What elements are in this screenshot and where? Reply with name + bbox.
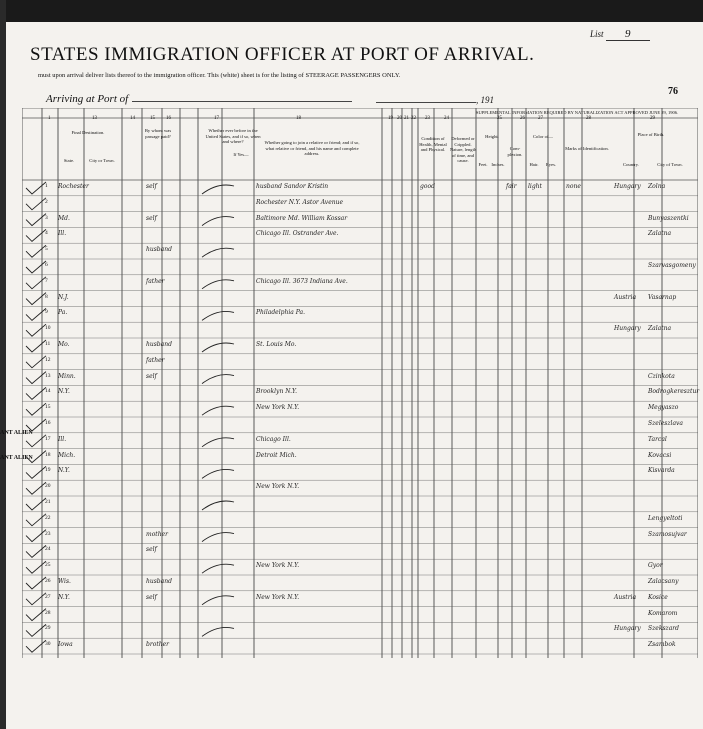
row-number: 1 (45, 183, 48, 189)
column-number: 29 (650, 116, 655, 121)
destination-state: Mich. (58, 451, 76, 459)
arrival-year (376, 95, 494, 105)
header-condition: Condition of Health, Mental and Physical. (419, 136, 447, 152)
column-number: 16 (166, 116, 171, 121)
birth-city: Bodrogkeresztur (648, 388, 700, 396)
column-number: 1 (48, 116, 51, 121)
birth-city: Zalatna (648, 325, 672, 333)
row-number: 4 (45, 230, 48, 237)
birth-city: Szamosujvar (648, 530, 687, 538)
birth-city: Vasarnap (648, 293, 677, 301)
row-number: 7 (45, 277, 48, 284)
birth-city: Czinkota (648, 372, 675, 380)
column-number: 20 (397, 116, 402, 121)
destination-state: N.J. (58, 293, 69, 301)
destination-state: Rochester (58, 183, 89, 190)
row-number: 20 (45, 483, 51, 490)
destination-state: N.Y. (58, 467, 70, 475)
column-number: 24 (444, 116, 449, 121)
passage-paid-by: mother (146, 530, 168, 538)
destination-state: Ill. (58, 230, 67, 238)
destination-state: Wis. (58, 578, 71, 585)
relative-or-friend: Brooklyn N.Y. (256, 388, 298, 396)
passage-paid-by: husband (146, 578, 172, 585)
row-number: 23 (45, 530, 51, 537)
birth-city: Szarvasgomeny (648, 262, 696, 269)
birth-city: Tarcal (648, 435, 667, 443)
birth-city: Komarom (648, 609, 678, 617)
birth-city: Szekszard (648, 625, 679, 633)
header-relative: Whether going to join a relative or friend; and if so, what relative or friend, and his name and complete address. (264, 140, 360, 156)
row-number: 28 (45, 609, 51, 616)
row-number: 5 (45, 246, 48, 253)
column-number: 21 (404, 116, 409, 121)
header-deformed: Deformed or Crippled. Nature, length of time, and cause. (449, 136, 477, 163)
row-number: 19 (45, 467, 51, 474)
header-hair: Hair. (529, 162, 539, 167)
birth-city: Kovacsi (648, 451, 672, 459)
column-number: 23 (425, 116, 430, 121)
birth-country: Austria (614, 593, 637, 601)
birth-country: Austria (614, 293, 637, 301)
row-number: 26 (45, 578, 51, 584)
side-note-2: ANT ALIEN (0, 455, 33, 461)
column-number: 22 (411, 116, 416, 121)
passage-paid-by: self (146, 546, 157, 554)
birth-city: Kisvarda (648, 467, 675, 475)
hair-color: light (528, 183, 542, 190)
identification-marks: none (566, 183, 581, 190)
birth-country: Hungary (614, 183, 641, 190)
header-feet: Feet. (478, 162, 488, 167)
relative-or-friend: Chicago Ill. (256, 435, 291, 443)
row-number: 22 (45, 514, 51, 521)
header-height: Height. (485, 134, 499, 139)
destination-state: Iowa (58, 641, 73, 649)
destination-state: N.Y. (58, 388, 70, 396)
relative-or-friend: Detroit Mich. (256, 451, 297, 459)
passage-paid-by: husband (146, 246, 172, 254)
destination-state: Mo. (58, 341, 70, 348)
row-number: 15 (45, 404, 51, 411)
column-number: 19 (388, 116, 393, 121)
row-number: 17 (45, 435, 51, 442)
passage-paid-by: brother (146, 641, 170, 649)
side-note-1: ANT ALIEN (0, 430, 33, 436)
relative-or-friend: New York N.Y. (256, 404, 300, 412)
birth-city: Kosice (648, 593, 668, 601)
scan-top-edge (0, 0, 703, 22)
relative-or-friend: Rochester N.Y. Astor Avenue (256, 198, 344, 206)
row-number: 11 (45, 341, 51, 347)
header-color-of: Color of— (532, 134, 554, 139)
row-number: 27 (45, 593, 51, 600)
relative-or-friend: New York N.Y. (256, 562, 300, 570)
birth-country: Hungary (614, 625, 641, 633)
birth-city: Megyaszo (648, 404, 679, 412)
column-number: 25 (497, 116, 502, 121)
destination-state: Minn. (58, 372, 76, 380)
row-number: 10 (45, 325, 51, 332)
passage-paid-by: self (146, 214, 157, 222)
arriving-port (46, 93, 352, 105)
row-number: 14 (45, 388, 51, 395)
relative-or-friend: St. Louis Mo. (256, 341, 297, 348)
row-number: 29 (45, 625, 51, 632)
row-number: 12 (45, 356, 51, 363)
scan-left-edge (0, 0, 6, 729)
page-subtitle: must upon arrival deliver lists thereof to the immigration officer. This (white) sheet is for the listing of STEERAGE PASSENGERS ONLY. (38, 72, 401, 79)
row-number: 24 (45, 546, 51, 553)
birth-city: Szeleszlava (648, 420, 683, 427)
row-number: 6 (45, 262, 48, 268)
header-state: State. (63, 158, 75, 163)
relative-or-friend: New York N.Y. (256, 483, 300, 491)
row-number: 3 (45, 214, 48, 221)
relative-or-friend: New York N.Y. (256, 593, 300, 601)
header-eyes: Eyes. (545, 162, 557, 167)
passage-paid-by: father (146, 277, 165, 285)
passage-paid-by: husband (146, 341, 172, 348)
column-number: 28 (586, 116, 591, 121)
destination-state: N.Y. (58, 593, 70, 601)
row-number: 25 (45, 562, 51, 569)
destination-state: Md. (58, 214, 70, 222)
header-country: Country. (623, 162, 639, 167)
page-title: STATES IMMIGRATION OFFICER AT PORT OF ARRIVAL. (30, 44, 535, 65)
column-number: 27 (538, 116, 543, 121)
destination-state: Ill. (58, 435, 67, 443)
destination-state: Pa. (58, 309, 68, 317)
header-ever-before: Whether ever before in the United States, and if so, when and where? (205, 128, 261, 144)
header-if-yes: If Yes— (233, 152, 249, 157)
header-final-destination: Final Destination. (71, 130, 105, 135)
supplemental-note: SUPPLEMENTAL INFORMATION REQUIRED BY NATURALIZATION ACT APPROVED JUNE 29, 1906. (476, 110, 679, 115)
relative-or-friend: Chicago Ill. Ostrander Ave. (256, 230, 339, 238)
header-city: City or Town. (89, 158, 115, 163)
birth-city: Lengyeltoti (648, 514, 683, 522)
column-number: 18 (296, 116, 301, 121)
arriving-label: Arriving at Port of (46, 93, 129, 105)
header-place-of-birth: Place of Birth. (637, 132, 665, 137)
column-number: 17 (214, 116, 219, 121)
header-complexion: Com-plexion. (507, 146, 523, 157)
row-number: 13 (45, 372, 51, 379)
row-number: 21 (45, 499, 51, 505)
header-marks: Marks of Identification. (565, 146, 609, 151)
birth-city: Zsambok (648, 641, 676, 649)
list-number (590, 28, 650, 41)
relative-or-friend: Philadelphia Pa. (256, 309, 305, 317)
birth-city: Bunyaszentki (648, 214, 689, 222)
row-number: 2 (45, 198, 48, 205)
list-number-value: 9 (606, 28, 650, 41)
passage-paid-by: self (146, 372, 157, 380)
birth-city: Gyor (648, 562, 663, 570)
relative-or-friend: husband Sandor Kristin (256, 183, 329, 190)
relative-or-friend: Chicago Ill. 3673 Indiana Ave. (256, 277, 348, 285)
row-number: 9 (45, 309, 48, 316)
passage-paid-by: father (146, 356, 165, 364)
header-by-whom: By whom was passage paid? (144, 128, 172, 139)
manifest-grid (22, 108, 698, 658)
header-city-town: City of Town. (657, 162, 683, 167)
column-number: 14 (130, 116, 135, 121)
date-line (376, 102, 476, 103)
relative-or-friend: Baltimore Md. William Kossar (256, 214, 348, 222)
column-number: 15 (150, 116, 155, 121)
health-condition: good (420, 183, 435, 190)
year-suffix: , 191 (476, 95, 494, 105)
complexion: fair (506, 183, 517, 190)
list-label: List (590, 29, 604, 39)
header-inches: Inches. (491, 162, 505, 167)
birth-country: Hungary (614, 325, 641, 333)
column-number: 26 (520, 116, 525, 121)
passage-paid-by: self (146, 593, 157, 601)
row-number: 16 (45, 420, 51, 426)
birth-city: Zalatna (648, 230, 672, 238)
birth-city: Zolna (648, 183, 666, 190)
row-number: 30 (45, 641, 51, 648)
passage-paid-by: self (146, 183, 157, 190)
arriving-line (132, 101, 352, 102)
row-number: 18 (45, 451, 51, 458)
column-number: 13 (92, 116, 97, 121)
row-number: 8 (45, 293, 48, 300)
birth-city: Zalacsany (648, 578, 679, 585)
page-number: 76 (668, 86, 678, 97)
